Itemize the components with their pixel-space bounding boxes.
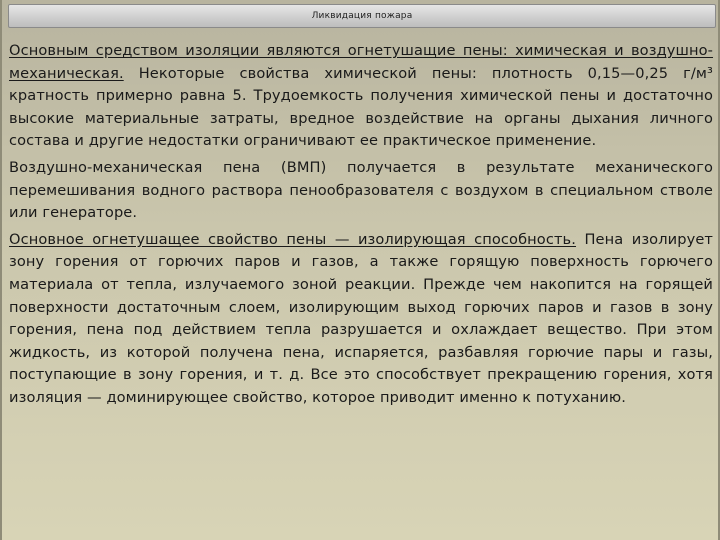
slide-body — [9, 40, 713, 414]
paragraph-air-mechanical-foam — [9, 157, 713, 225]
slide-header — [8, 4, 716, 28]
paragraph-foam-types — [9, 40, 713, 153]
paragraph-isolating-property — [9, 229, 713, 410]
paragraph-air-mechanical-foam-text: Воздушно-механическая пена (ВМП) получается в результате механического перемешивания водного раствора пенообразователя с воздухом в специальном стволе или генераторе. — [9, 158, 713, 222]
paragraph-isolating-property-text: Пена изолирует зону горения от горючих паров и газов, а также горящую поверхность горючего материала от тепла, излучаемого зоной реакции. Прежде чем накопится на горящей поверхности достаточным слоем, изолирующим выход горючих паров и газов в зону горения, пена под действием тепла разрушается и охлаждает вещество. При этом жидкость, из которой получена пена, испаряется, разбавляя горючие пары и газы, поступающие в зону горения, и т. д. Все это способствует прекращению горения, хотя изоляция — доминирующее свойство, которое приводит именно к потуханию. — [9, 230, 713, 406]
paragraph-foam-types-text: Некоторые свойства химической пены: плотность 0,15—0,25 г/м³ кратность примерно равна 5. Трудоемкость получения химической пены и достаточно высокие материальные затраты, вредное воздействие на органы дыхания личного состава и другие недостатки ограничивают ее практическое применение. — [9, 64, 713, 150]
paragraph-isolating-property-lead: Основное огнетушащее свойство пены — изолирующая способность. — [9, 230, 577, 248]
slide-title: Ликвидация пожара — [311, 11, 413, 21]
paragraph-foam-types-lead: Основным средством изоляции являются огнетушащие пены: химическая и воздушно-механическая. — [9, 42, 713, 82]
